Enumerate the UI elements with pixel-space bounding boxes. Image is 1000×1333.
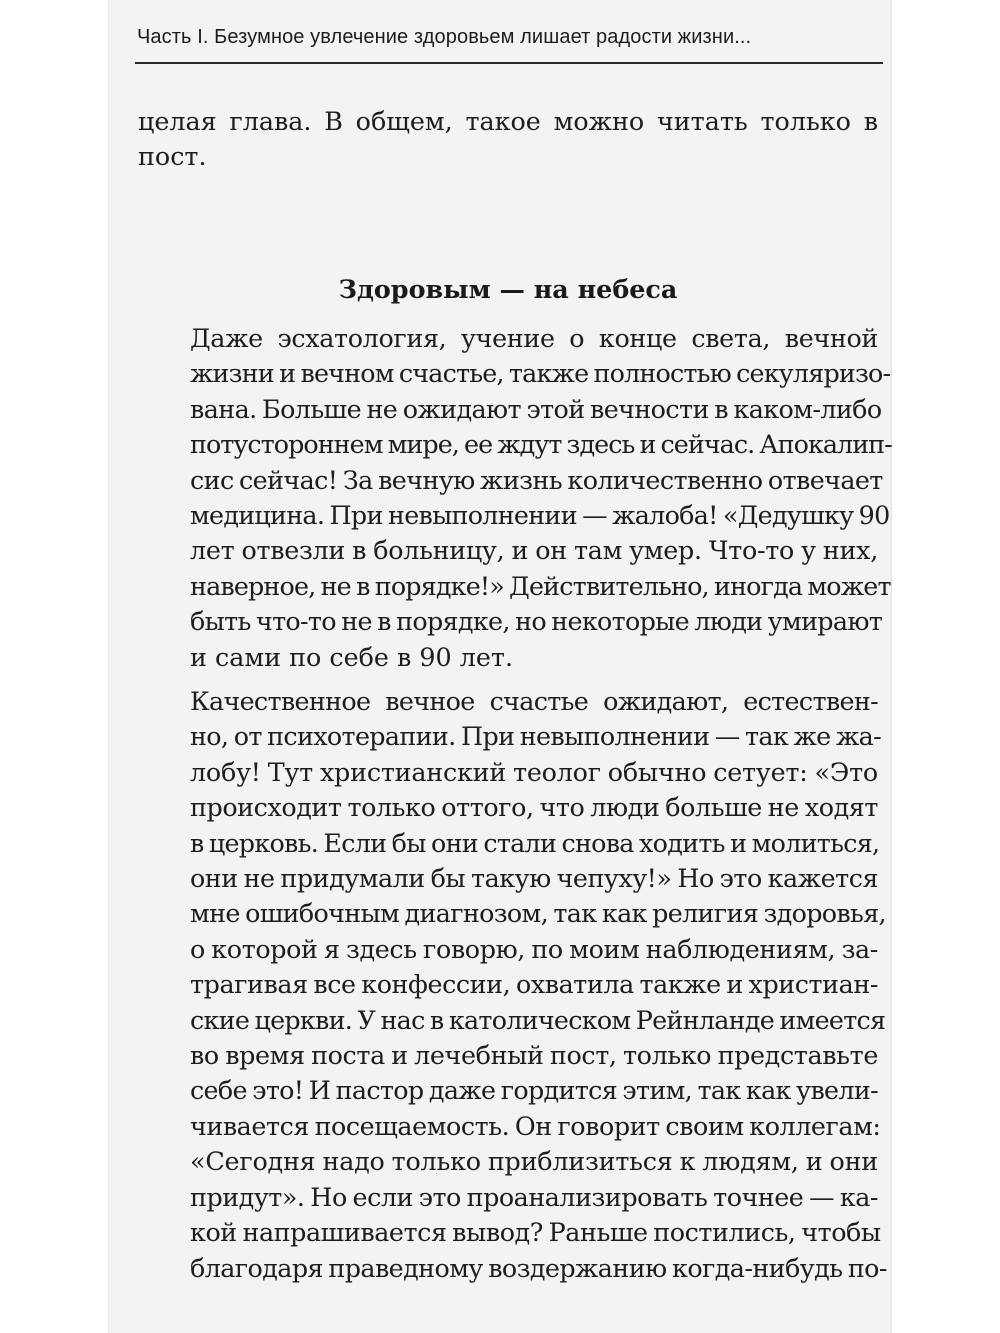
- text-line: придут». Но если это проанализировать точнее — ка-: [190, 1181, 878, 1212]
- section-title: Здоровым — на небеса: [338, 274, 678, 304]
- text-line: ские церкви. У нас в католическом Рейнланде имеется: [190, 1004, 886, 1035]
- paragraph-2: [138, 684, 887, 1286]
- text-line: Качественное вечное счастье ожидают, естествен-: [190, 686, 878, 716]
- paragraph-1: [138, 321, 892, 675]
- text-line: пост.: [138, 141, 207, 172]
- text-line: во время поста и лечебный пост, только представьте: [190, 1040, 878, 1071]
- text-line: целая глава. В общем, такое можно читать только в: [138, 106, 878, 136]
- text-line: «Сегодня надо только приблизиться к людям, и они: [190, 1146, 878, 1177]
- text-line: мне ошибочным диагнозом, так как религия здоровья,: [190, 898, 886, 929]
- text-line: благодаря праведному воздержанию когда-нибудь по-: [190, 1252, 887, 1283]
- book-page: [108, 0, 892, 1333]
- running-head: Часть I. Безумное увлечение здоровьем лишает радости жизни...: [137, 26, 752, 48]
- text-line: лобу! Тут христианский теолог обычно сетует: «Это: [190, 756, 878, 787]
- text-line: они не придумали бы такую чепуху!» Но это кажется: [190, 863, 878, 894]
- text-line: лет отвезли в больницу, и он там умер. Что-то у них,: [190, 535, 878, 566]
- text-line: и сами по себе в 90 лет.: [190, 641, 514, 672]
- text-line: трагивая все конфессии, охватила также и христиан-: [190, 969, 879, 1000]
- text-line: вана. Больше не ожидают этой вечности в каком-либо: [190, 393, 882, 424]
- header-rule: [135, 62, 883, 64]
- text-line: Даже эсхатология, учение о конце света, вечной: [190, 323, 878, 353]
- text-line: жизни и вечном счастье, также полностью секуляризо-: [190, 358, 891, 389]
- text-line: потустороннем мире, ее ждут здесь и сейчас. Апокалип-: [190, 429, 892, 460]
- text-line: происходит только оттого, что люди больше не ходят: [190, 792, 878, 823]
- text-line: но, от психотерапии. При невыполнении — так же жа-: [190, 721, 882, 752]
- intro-paragraph: [138, 104, 878, 175]
- text-line: в церковь. Если бы они стали снова ходить и молиться,: [190, 827, 880, 858]
- text-line: наверное, не в порядке!» Действительно, иногда может: [190, 570, 891, 601]
- text-line: сис сейчас! За вечную жизнь количественно отвечает: [190, 464, 883, 495]
- text-line: о которой я здесь говорю, по моим наблюдениям, за-: [190, 933, 878, 964]
- text-line: чивается посещаемость. Он говорит своим коллегам:: [190, 1110, 881, 1141]
- text-line: быть что-то не в порядке, но некоторые люди умирают: [190, 606, 883, 637]
- text-line: кой напрашивается вывод? Раньше постились, чтобы: [190, 1217, 881, 1248]
- text-line: себе это! И пастор даже гордится этим, так как увели-: [190, 1075, 878, 1106]
- text-line: медицина. При невыполнении — жалоба! «Дедушку 90: [190, 500, 890, 531]
